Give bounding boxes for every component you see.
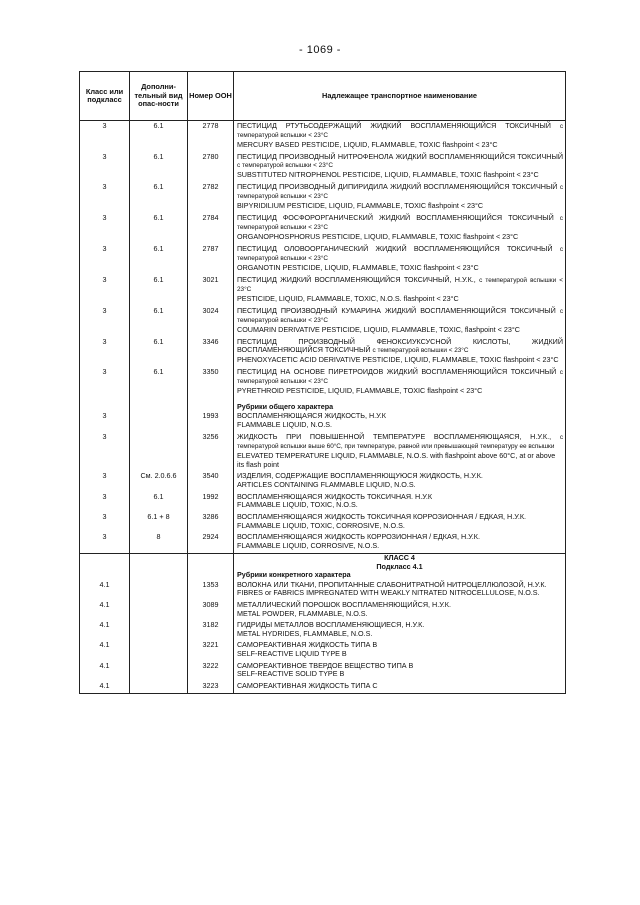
un-number-cell: 1993: [188, 412, 234, 432]
un-number-cell: 2780: [188, 152, 234, 182]
russian-name: ВОЛОКНА ИЛИ ТКАНИ, ПРОПИТАННЫЕ СЛАБОНИТРАТНОЙ НИТРОЦЕЛЛЮЛОЗОЙ, Н.У.К.: [237, 579, 547, 589]
table-header-row: [80, 72, 566, 121]
russian-name-block: [237, 368, 563, 387]
english-name: ORGANOPHOSPHORUS PESTICIDE, LIQUID, FLAMMABLE, TOXIC flashpoint < 23°C: [237, 231, 519, 241]
un-number-cell: 1353: [188, 580, 234, 600]
english-name: FLAMMABLE LIQUID, TOXIC, CORROSIVE, N.O.S.: [237, 520, 405, 530]
un-number-cell: 2784: [188, 213, 234, 244]
russian-name: ВОСПЛАМЕНЯЮЩАЯСЯ ЖИДКОСТЬ ТОКСИЧНАЯ. Н.У.К: [237, 491, 433, 501]
flashpoint-condition: с температурой вспышки < 23°C: [237, 214, 563, 232]
english-name: BIPYRIDILIUM PESTICIDE, LIQUID, FLAMMABLE, TOXIC flashpoint < 23°C: [237, 200, 484, 210]
class-title: КЛАСС 4: [234, 553, 566, 562]
un-number-cell: 2924: [188, 533, 234, 554]
empty-cell: [80, 571, 130, 580]
russian-name: САМОРЕАКТИВНАЯ ЖИДКОСТЬ ТИПА C: [237, 680, 378, 690]
flashpoint-condition: с температурой вспышки < 23°C: [237, 307, 564, 325]
un-number-cell: 3222: [188, 661, 234, 681]
header-class: Класс или подкласс: [80, 72, 130, 121]
class-cell: 3: [80, 512, 130, 532]
russian-name: ПЕСТИЦИД НА ОСНОВЕ ПИРЕТРОИДОВ ЖИДКИЙ ВОСПЛАМЕНЯЮЩИЙСЯ ТОКСИЧНЫЙ: [237, 366, 557, 376]
un-number-cell: 2782: [188, 182, 234, 213]
table-row: [80, 337, 566, 367]
english-name: SELF-REACTIVE LIQUID TYPE B: [237, 649, 347, 659]
class-cell: 4.1: [80, 580, 130, 600]
subsidiary-cell: 6.1: [130, 213, 188, 244]
english-name: FLAMMABLE LIQUID, CORROSIVE, N.O.S.: [237, 540, 380, 550]
russian-name-block: [237, 245, 563, 264]
un-number-cell: 2778: [188, 121, 234, 153]
flashpoint-condition: с температурой вспышки < 23°C: [237, 245, 564, 263]
table-row: [80, 275, 566, 306]
shipping-name-cell: [234, 621, 566, 641]
class-cell: 3: [80, 472, 130, 492]
class-cell: 3: [80, 337, 130, 367]
class-cell: 4.1: [80, 681, 130, 693]
english-name: SELF-REACTIVE SOLID TYPE B: [237, 669, 345, 679]
class-cell: 3: [80, 533, 130, 554]
flashpoint-condition: с температурой вспышки выше 60°C, при температуре, равной или превышающей температуру ее вспышки: [237, 433, 564, 451]
subsidiary-cell: [130, 600, 188, 620]
russian-name: ПЕСТИЦИД РТУТЬСОДЕРЖАЩИЙ ЖИДКИЙ ВОСПЛАМЕНЯЮЩИЙСЯ ТОКСИЧНЫЙ: [237, 120, 551, 130]
russian-name: ВОСПЛАМЕНЯЮЩАЯСЯ ЖИДКОСТЬ, Н.У.К: [237, 411, 386, 421]
english-name: ORGANOTIN PESTICIDE, LIQUID, FLAMMABLE, TOXIC flashpoint < 23°C: [237, 262, 479, 272]
transport-names-table: [79, 71, 565, 694]
subsidiary-cell: 6.1 + 8: [130, 512, 188, 532]
english-name: FLAMMABLE LIQUID, TOXIC, N.O.S.: [237, 500, 358, 510]
class-cell: 3: [80, 275, 130, 306]
russian-name: ПЕСТИЦИД ЖИДКИЙ ВОСПЛАМЕНЯЮЩИЙСЯ ТОКСИЧНЫЙ, Н.У.К.,: [237, 274, 476, 284]
class-3-section: [80, 121, 566, 554]
english-name: SUBSTITUTED NITROPHENOL PESTICIDE, LIQUID, FLAMMABLE, TOXIC flashpoint < 23°C: [237, 169, 539, 179]
table-row: [80, 213, 566, 244]
empty-cell: [188, 553, 234, 562]
subsidiary-cell: 8: [130, 533, 188, 554]
un-number-cell: 3346: [188, 337, 234, 367]
class-cell: 3: [80, 412, 130, 432]
table-row: [80, 432, 566, 472]
english-name: FIBRES or FABRICS IMPREGNATED WITH WEAKLY NITRATED NITROCELLULOSE, N.O.S.: [237, 588, 540, 598]
russian-name: ВОСПЛАМЕНЯЮЩАЯСЯ ЖИДКОСТЬ КОРРОЗИОННАЯ / ЕДКАЯ, Н.У.К.: [237, 532, 480, 542]
russian-name-block: [237, 214, 563, 233]
shipping-name-cell: [234, 492, 566, 512]
un-number-cell: 3021: [188, 275, 234, 306]
shipping-name-cell: [234, 182, 566, 213]
russian-name-block: [237, 153, 563, 171]
english-name: MERCURY BASED PESTICIDE, LIQUID, FLAMMABLE, TOXIC flashpoint < 23°C: [237, 139, 498, 149]
un-number-cell: 3182: [188, 621, 234, 641]
english-name: METAL POWDER, FLAMMABLE, N.O.S.: [237, 608, 368, 618]
subsidiary-cell: 6.1: [130, 306, 188, 337]
empty-cell: [80, 398, 130, 412]
shipping-name-cell: [234, 213, 566, 244]
russian-name-block: [237, 122, 563, 141]
class-cell: 3: [80, 182, 130, 213]
shipping-name-cell: [234, 580, 566, 600]
subsidiary-cell: 6.1: [130, 121, 188, 153]
subsidiary-cell: 6.1: [130, 152, 188, 182]
un-number-cell: 3223: [188, 681, 234, 693]
russian-name: ИЗДЕЛИЯ, СОДЕРЖАЩИЕ ВОСПЛАМЕНЯЮЩУЮСЯ ЖИДКОСТЬ, Н.У.К.: [237, 471, 483, 481]
subsidiary-cell: 6.1: [130, 337, 188, 367]
class-cell: 4.1: [80, 621, 130, 641]
russian-name: ПЕСТИЦИД ПРОИЗВОДНЫЙ КУМАРИНА ЖИДКИЙ ВОСПЛАМЕНЯЮЩИЙСЯ ТОКСИЧНЫЙ: [237, 305, 556, 315]
subsidiary-cell: [130, 580, 188, 600]
un-number-cell: 1992: [188, 492, 234, 512]
russian-name-block: [237, 433, 563, 452]
table-row: [80, 472, 566, 492]
un-number-cell: 3024: [188, 306, 234, 337]
shipping-name-cell: [234, 533, 566, 554]
empty-cell: [80, 563, 130, 572]
english-name: PYRETHROID PESTICIDE, LIQUID, FLAMMABLE, TOXIC flashpoint < 23°C: [237, 385, 483, 395]
russian-name: ПЕСТИЦИД ФОСФОРОРГАНИЧЕСКИЙ ЖИДКИЙ ВОСПЛАМЕНЯЮЩИЙСЯ ТОКСИЧНЫЙ: [237, 212, 554, 222]
class-cell: 3: [80, 367, 130, 398]
table-row: [80, 152, 566, 182]
russian-name: САМОРЕАКТИВНАЯ ЖИДКОСТЬ ТИПА B: [237, 640, 378, 650]
empty-cell: [80, 553, 130, 562]
table-row: [80, 580, 566, 600]
un-number-cell: 3089: [188, 600, 234, 620]
russian-name: САМОРЕАКТИВНОЕ ТВЕРДОЕ ВЕЩЕСТВО ТИПА B: [237, 660, 414, 670]
class-4-section: [80, 553, 566, 693]
un-number-cell: 3221: [188, 641, 234, 661]
table-row: [80, 533, 566, 554]
shipping-name-cell: [234, 306, 566, 337]
russian-name-block: [237, 307, 563, 326]
shipping-name-cell: [234, 681, 566, 693]
flashpoint-condition: с температурой вспышки < 23°C: [237, 122, 564, 140]
table-row: [80, 367, 566, 398]
class-cell: 3: [80, 432, 130, 472]
table-row: [80, 121, 566, 153]
shipping-name-cell: [234, 641, 566, 661]
flashpoint-condition: с температурой вспышки < 23°C: [237, 162, 333, 170]
subsidiary-cell: 6.1: [130, 182, 188, 213]
shipping-name-cell: [234, 337, 566, 367]
empty-cell: [130, 398, 188, 412]
flashpoint-condition: с температурой вспышки < 23°C: [237, 368, 563, 386]
header-subsidiary-hazard: Дополни-тельный вид опас-ности: [130, 72, 188, 121]
flashpoint-condition: с температурой вспышки < 23°C: [237, 276, 564, 294]
page-number: - 1069 -: [299, 44, 341, 56]
russian-name: ПЕСТИЦИД ПРОИЗВОДНЫЙ НИТРОФЕНОЛА ЖИДКИЙ ВОСПЛАМЕНЯЮЩИЙСЯ ТОКСИЧНЫЙ: [237, 151, 563, 161]
russian-name: ВОСПЛАМЕНЯЮЩАЯСЯ ЖИДКОСТЬ ТОКСИЧНАЯ КОРРОЗИОННАЯ / ЕДКАЯ, Н.У.К.: [237, 511, 527, 521]
russian-name: ЖИДКОСТЬ ПРИ ПОВЫШЕННОЙ ТЕМПЕРАТУРЕ ВОСПЛАМЕНЯЮЩАЯСЯ, Н.У.К.,: [237, 431, 552, 441]
class-title-row: [80, 553, 566, 562]
header-shipping-name: Надлежащее транспортное наименование: [234, 72, 566, 121]
generic-entries-heading-row: [80, 398, 566, 412]
un-number-cell: 3286: [188, 512, 234, 532]
subsidiary-cell: [130, 661, 188, 681]
empty-cell: [130, 553, 188, 562]
subsidiary-cell: См. 2.0.6.6: [130, 472, 188, 492]
subsidiary-cell: [130, 432, 188, 472]
shipping-name-cell: [234, 121, 566, 153]
class-cell: 3: [80, 213, 130, 244]
table-row: [80, 182, 566, 213]
table-row: [80, 492, 566, 512]
russian-name: ПЕСТИЦИД ОЛОВООРГАНИЧЕСКИЙ ЖИДКИЙ ВОСПЛАМЕНЯЮЩИЙСЯ ТОКСИЧНЫЙ: [237, 243, 553, 253]
table-row: [80, 681, 566, 693]
specific-entries-heading: Рубрики конкретного характера: [234, 571, 566, 580]
class-cell: 4.1: [80, 661, 130, 681]
shipping-name-cell: [234, 661, 566, 681]
table-row: [80, 512, 566, 532]
russian-name-block: [237, 183, 563, 202]
subsidiary-cell: [130, 641, 188, 661]
shipping-name-cell: [234, 600, 566, 620]
specific-entries-heading-row: [80, 571, 566, 580]
class-cell: 3: [80, 492, 130, 512]
empty-cell: [188, 398, 234, 412]
class-cell: 3: [80, 152, 130, 182]
empty-cell: [188, 571, 234, 580]
russian-name: ПЕСТИЦИД ПРОИЗВОДНЫЙ ДИПИРИДИЛА ЖИДКИЙ ВОСПЛАМЕНЯЮЩИЙСЯ ТОКСИЧНЫЙ: [237, 181, 558, 191]
subclass-title: Подкласс 4.1: [234, 563, 566, 572]
class-cell: 3: [80, 244, 130, 275]
subsidiary-cell: [130, 681, 188, 693]
subsidiary-cell: 6.1: [130, 367, 188, 398]
shipping-name-cell: [234, 275, 566, 306]
header-un-number: Номер ООН: [188, 72, 234, 121]
un-number-cell: 3256: [188, 432, 234, 472]
table-row: [80, 661, 566, 681]
un-number-cell: 3350: [188, 367, 234, 398]
english-name: METAL HYDRIDES, FLAMMABLE, N.O.S.: [237, 628, 373, 638]
russian-name-block: [237, 338, 563, 356]
class-cell: 3: [80, 306, 130, 337]
table-row: [80, 641, 566, 661]
empty-cell: [130, 571, 188, 580]
class-cell: 4.1: [80, 641, 130, 661]
english-name: COUMARIN DERIVATIVE PESTICIDE, LIQUID, FLAMMABLE, TOXIC, flashpoint < 23°C: [237, 324, 520, 334]
english-name: FLAMMABLE LIQUID, N.O.S.: [237, 419, 333, 429]
shipping-name-cell: [234, 244, 566, 275]
un-number-cell: 2787: [188, 244, 234, 275]
english-name: ARTICLES CONTAINING FLAMMABLE LIQUID, N.O.S.: [237, 479, 416, 489]
shipping-name-cell: [234, 512, 566, 532]
russian-name: ГИДРИДЫ МЕТАЛЛОВ ВОСПЛАМЕНЯЮЩИЕСЯ, Н.У.К.: [237, 620, 425, 630]
subsidiary-cell: [130, 621, 188, 641]
table-row: [80, 621, 566, 641]
shipping-name-cell: [234, 472, 566, 492]
flashpoint-condition: с температурой вспышки < 23°C: [237, 183, 564, 201]
english-name: ELEVATED TEMPERATURE LIQUID, FLAMMABLE, N.O.S. with flashpoint above 60°C, at or above its flash point: [237, 450, 556, 469]
table-row: [80, 412, 566, 432]
empty-cell: [130, 563, 188, 572]
table-row: [80, 600, 566, 620]
table-row: [80, 244, 566, 275]
shipping-name-cell: [234, 367, 566, 398]
shipping-name-cell: [234, 432, 566, 472]
flashpoint-condition: с температурой вспышки < 23°C: [372, 347, 469, 355]
subsidiary-cell: [130, 412, 188, 432]
class-cell: 4.1: [80, 600, 130, 620]
russian-name: ПЕСТИЦИД ПРОИЗВОДНЫЙ ФЕНОКСИУКСУСНОЙ КИСЛОТЫ, ЖИДКИЙ ВОСПЛАМЕНЯЮЩИЙСЯ ТОКСИЧНЫЙ: [237, 336, 563, 355]
generic-entries-heading: Рубрики общего характера: [234, 398, 566, 412]
shipping-name-cell: [234, 152, 566, 182]
empty-cell: [188, 563, 234, 572]
english-name: PESTICIDE, LIQUID, FLAMMABLE, TOXIC, N.O.S. flashpoint < 23°C: [237, 293, 459, 303]
table-row: [80, 306, 566, 337]
russian-name-block: [237, 276, 563, 295]
english-name: PHENOXYACETIC ACID DERIVATIVE PESTICIDE, LIQUID, FLAMMABLE, TOXIC flashpoint < 23°C: [237, 354, 559, 364]
shipping-name-cell: [234, 412, 566, 432]
class-cell: 3: [80, 121, 130, 153]
subsidiary-cell: 6.1: [130, 244, 188, 275]
subsidiary-cell: 6.1: [130, 492, 188, 512]
un-number-cell: 3540: [188, 472, 234, 492]
russian-name: МЕТАЛЛИЧЕСКИЙ ПОРОШОК ВОСПЛАМЕНЯЮЩИЙСЯ, Н.У.К.: [237, 599, 451, 609]
subsidiary-cell: 6.1: [130, 275, 188, 306]
